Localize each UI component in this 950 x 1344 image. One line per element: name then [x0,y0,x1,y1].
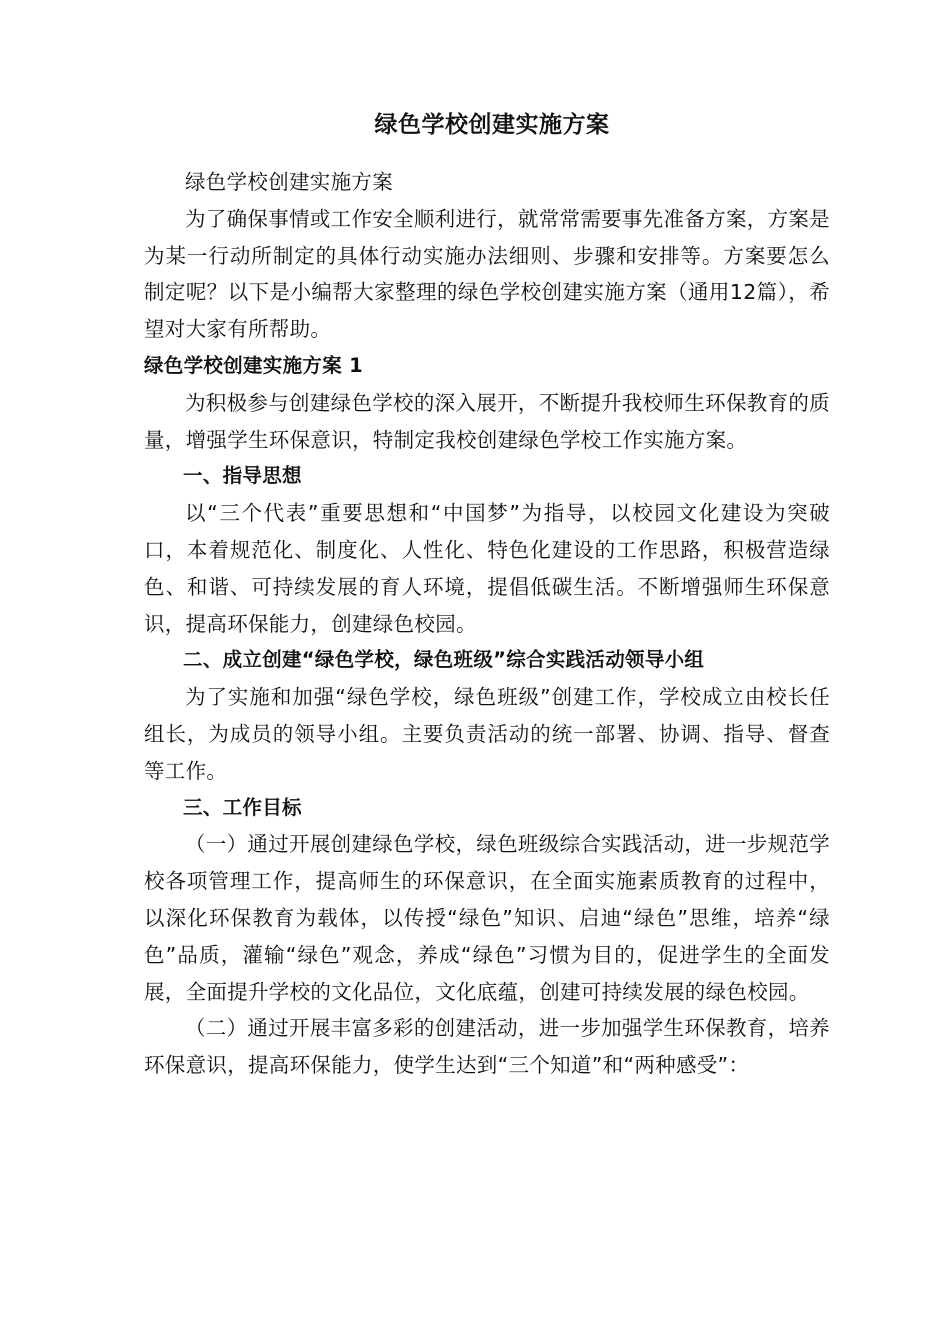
body-paragraph: 绿色学校创建实施方案 [185,170,393,194]
body-paragraph: 为了确保事情或工作安全顺利进行，就常常需要事先准备方案，方案是为某一行动所制定的具体行动实施办法细则、步骤和安排等。方案要怎么制定呢？以下是小编帮大家整理的绿色学校创建实施方案（通用12篇），希望对大家有所帮助。 [144,206,830,342]
body-paragraph: 为了实施和加强“绿色学校，绿色班级”创建工作，学校成立由校长任组长，为成员的领导小组。主要负责活动的统一部署、协调、指导、督查等工作。 [144,685,830,783]
subsection-heading: 一、指导思想 [183,464,302,488]
body-paragraph: （二）通过开展丰富多彩的创建活动，进一步加强学生环保教育，培养环保意识，提高环保能力，使学生达到“三个知道”和“两种感受”： [144,1016,830,1078]
section-heading: 绿色学校创建实施方案 1 [144,353,363,377]
document-title: 绿色学校创建实施方案 [374,112,610,138]
body-paragraph: 以“三个代表”重要思想和“中国梦”为指导，以校园文化建设为突破口，本着规范化、制度化、人性化、特色化建设的工作思路，积极营造绿色、和谐、可持续发展的育人环境，提倡低碳生活。不断增强师生环保意识，提高环保能力，创建绿色校园。 [144,501,830,636]
document-body [144,164,830,1084]
subsection-heading: 三、工作目标 [183,795,302,819]
body-paragraph: （一）通过开展创建绿色学校，绿色班级综合实践活动，进一步规范学校各项管理工作，提高师生的环保意识，在全面实施素质教育的过程中，以深化环保教育为载体，以传授“绿色”知识、启迪“绿色”思维，培养“绿色”品质，灌输“绿色”观念，养成“绿色”习惯为目的，促进学生的全面发展，全面提升学校的文化品位，文化底蕴，创建可持续发展的绿色校园。 [144,832,830,1004]
body-paragraph: 为积极参与创建绿色学校的深入展开，不断提升我校师生环保教育的质量，增强学生环保意识，特制定我校创建绿色学校工作实施方案。 [144,390,830,452]
subsection-heading: 二、成立创建“绿色学校，绿色班级”综合实践活动领导小组 [183,648,705,672]
